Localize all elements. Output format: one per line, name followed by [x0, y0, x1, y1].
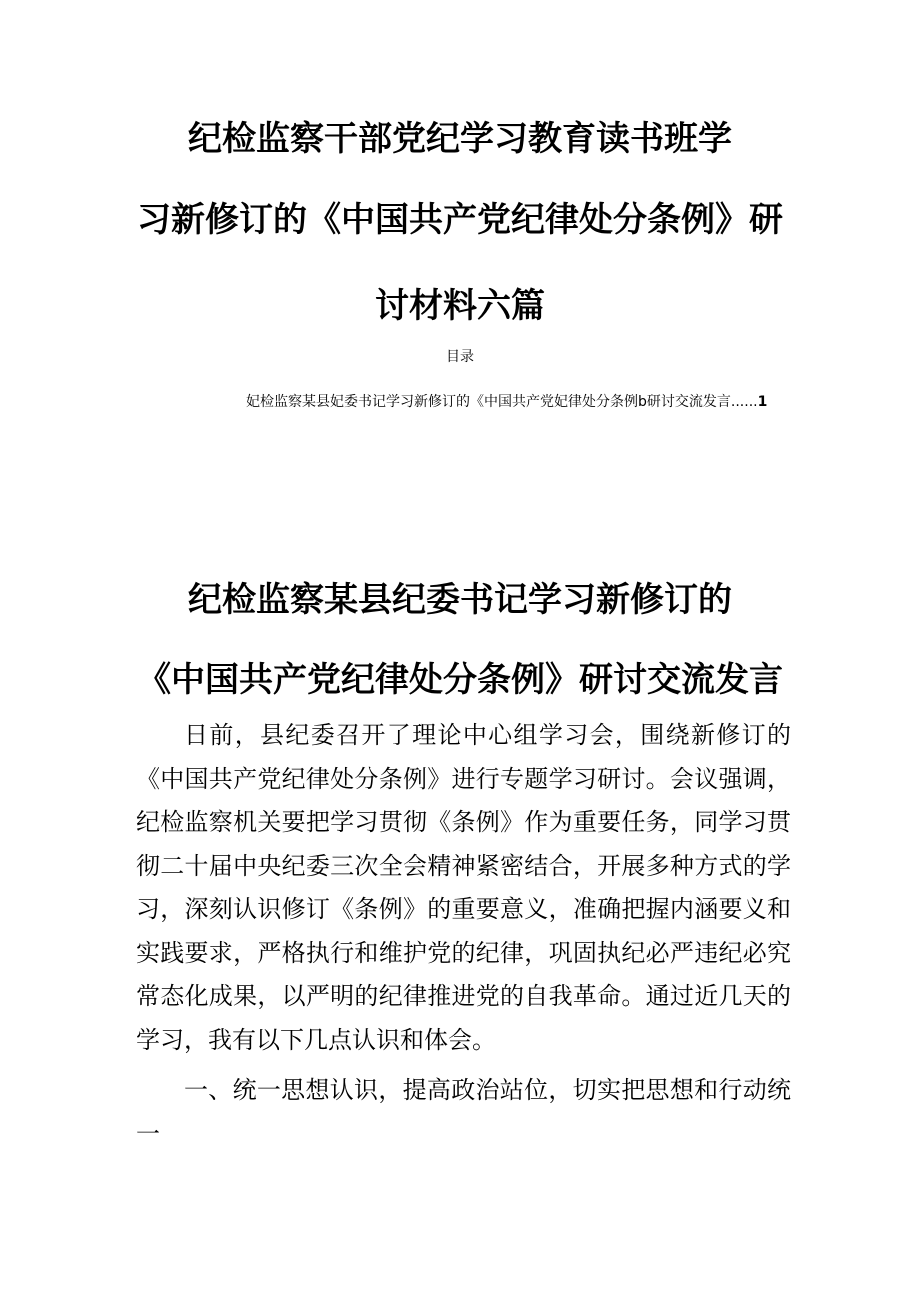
toc-entry-text: 妃检监察某县妃委书记学习新修订的《中国共产党妃律处分条例b研讨交流发言	[246, 394, 731, 410]
section-title-line-2: 《中国共产党纪律处分条例》研讨交流发言	[137, 660, 783, 700]
document-title-line-2: 习新修订的《中国共产党纪律处分条例》研	[137, 200, 783, 240]
document-title-line-1: 纪检监察干部党纪学习教育读书班学	[188, 119, 732, 159]
section-title-line-1: 纪检监察某县纪委书记学习新修订的	[188, 580, 732, 620]
toc-entry-leader: ......	[730, 394, 758, 410]
section-body	[136, 714, 791, 1156]
document-title-line-3: 讨材料六篇	[375, 286, 545, 326]
body-paragraph-2: 一、统一思想认识，提高政治站位，切实把思想和行动统一	[136, 1076, 791, 1148]
toc-entry-page: 1	[757, 394, 768, 410]
toc-heading: 目录	[446, 349, 474, 365]
toc-entry[interactable]	[246, 391, 767, 413]
body-paragraph-1: 日前，县纪委召开了理论中心组学习会，围绕新修订的《中国共产党纪律处分条例》进行专题学习研讨。会议强调，纪检监察机关要把学习贯彻《条例》作为重要任务，同学习贯彻二十届中央纪委三次全会精神紧密结合，开展多种方式的学习，深刻认识修订《条例》的重要意义，准确把握内涵要义和实践要求，严格执行和维护党的纪律，巩固执纪必严违纪必究常态化成果，以严明的纪律推进党的自我革命。通过近几天的学习，我有以下几点认识和体会。	[136, 721, 791, 1054]
